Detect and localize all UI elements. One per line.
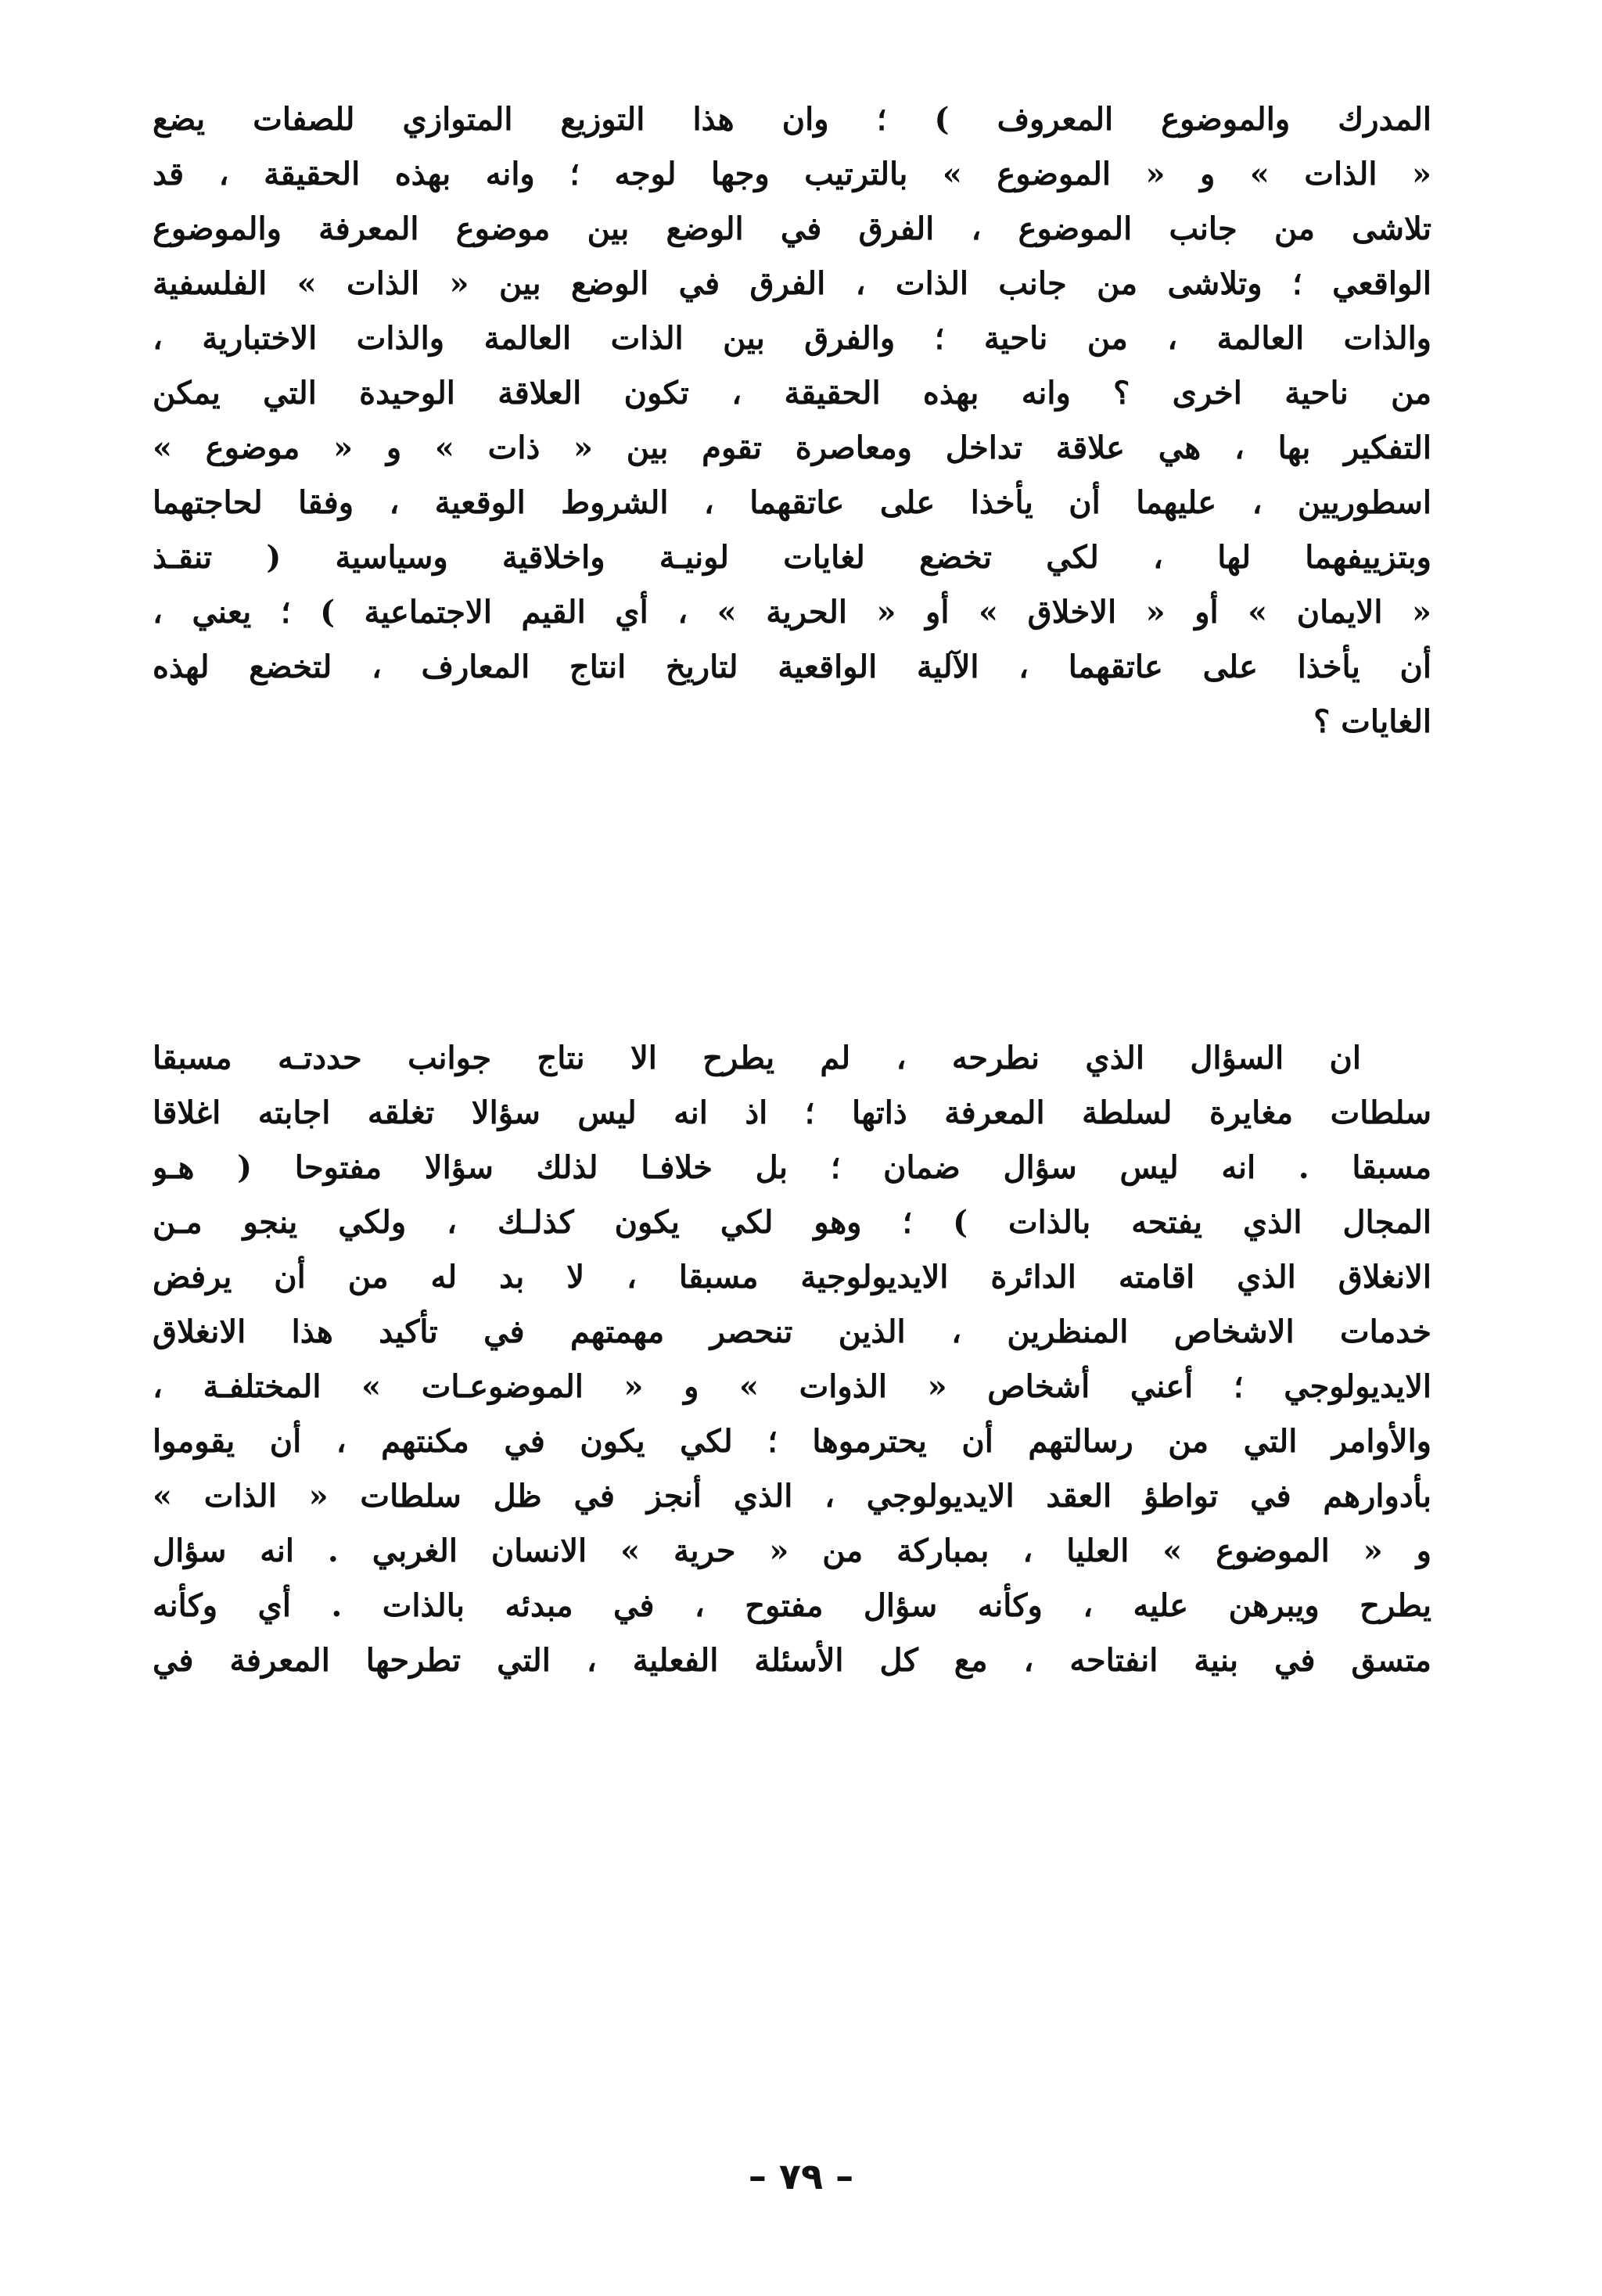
page-number: – ٧٩ – [748,2155,854,2197]
text-line: و « الموضوع » العليا ، بمباركة من « حرية » الانسان الغربي . انه سؤال [153,1532,1431,1569]
text-line: مسبقا . انه ليس سؤال ضمان ؛ بل خلافـا لذلك سؤالا مفتوحا ( هـو [153,1149,1431,1186]
text-line: وبتزييفهما لها ، لكي تخضع لغايات لونيـة واخلاقية وسياسية ( تنقـذ [153,539,1431,576]
text-line: خدمات الاشخاص المنظرين ، الذين تنحصر مهمتهم في تأكيد هذا الانغلاق [153,1313,1431,1350]
paragraph-1 [153,92,1431,749]
text-line: سلطات مغايرة لسلطة المعرفة ذاتها ؛ اذ انه ليس سؤالا تغلقه اجابته اغلاقا [153,1094,1431,1131]
text-line: والذات العالمة ، من ناحية ؛ والفرق بين الذات العالمة والذات الاختبارية ، [153,320,1431,357]
text-line: المجال الذي يفتحه بالذات ) ؛ وهو لكي يكون كذلـك ، ولكي ينجو مـن [153,1204,1431,1241]
text-line: المدرك والموضوع المعروف ) ؛ وان هذا التوزيع المتوازي للصفات يضع [153,101,1431,138]
text-line: من ناحية اخرى ؟ وانه بهذه الحقيقة ، تكون العلاقة الوحيدة التي يمكن [153,375,1431,411]
text-line: الايديولوجي ؛ أعني أشخاص « الذوات » و « الموضوعـات » المختلفـة ، [153,1368,1431,1405]
text-line: ان السؤال الذي نطرحه ، لم يطرح الا نتاج جوانب حددتـه مسبقا [153,1040,1361,1076]
text-line: تلاشى من جانب الموضوع ، الفرق في الوضع بين موضوع المعرفة والموضوع [153,210,1431,247]
text-line: والأوامر التي من رسالتهم أن يحترموها ؛ لكي يكون في مكنتهم ، أن يقوموا [153,1423,1431,1460]
text-line: متسق في بنية انفتاحه ، مع كل الأسئلة الفعلية ، التي تطرحها المعرفة في [153,1642,1431,1679]
text-line: أن يأخذا على عاتقهما ، الآلية الواقعية لتاريخ انتاج المعارف ، لتخضع لهذه [153,649,1431,685]
text-line: « الذات » و « الموضوع » بالترتيب وجها لوجه ؛ وانه بهذه الحقيقة ، قد [153,156,1431,192]
text-line: الواقعي ؛ وتلاشى من جانب الذات ، الفرق في الوضع بين « الذات » الفلسفية [153,265,1431,302]
text-line: اسطوريين ، عليهما أن يأخذا على عاتقهما ، الشروط الوقعية ، وفقا لحاجتهما [153,484,1431,521]
text-line: الغايات ؟ [1313,703,1431,740]
text-line: التفكير بها ، هي علاقة تداخل ومعاصرة تقوم بين « ذات » و « موضوع » [153,429,1431,466]
text-line: يطرح ويبرهن عليه ، وكأنه سؤال مفتوح ، في مبدئه بالذات . أي وكأنه [153,1587,1431,1624]
text-line: الانغلاق الذي اقامته الدائرة الايديولوجية مسبقا ، لا بد له من أن يرفض [153,1259,1431,1295]
paragraph-2 [153,1031,1431,1688]
text-line: « الايمان » أو « الاخلاق » أو « الحرية » ، أي القيم الاجتماعية ) ؛ يعني ، [153,594,1431,631]
text-line: بأدوارهم في تواطؤ العقد الايديولوجي ، الذي أنجز في ظل سلطات « الذات » [153,1478,1431,1514]
